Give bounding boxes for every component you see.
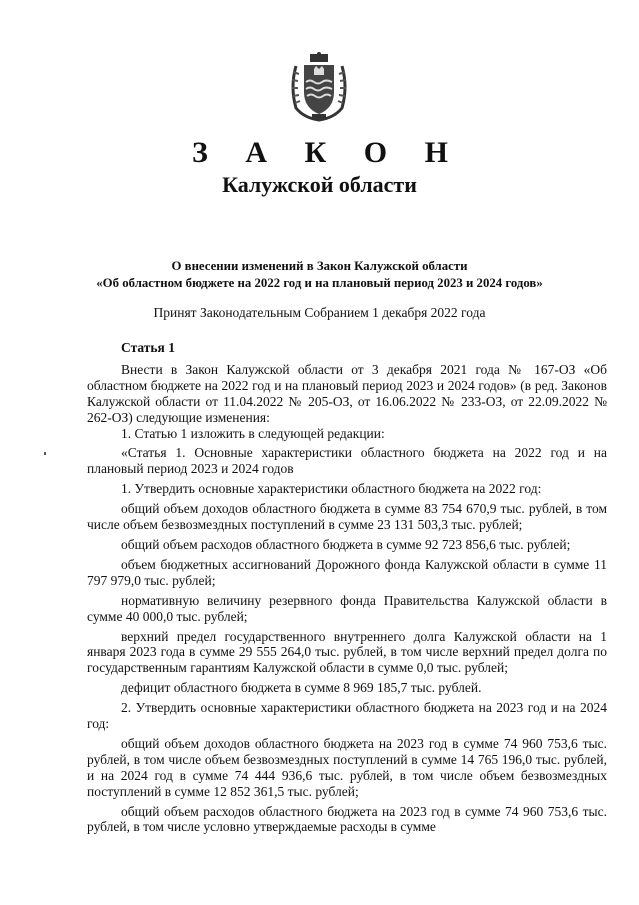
paragraph: нормативную величину резервного фонда Правительства Калужской области в сумме 40 000,0 тыс. рублей; (87, 592, 607, 624)
paragraph: объем бюджетных ассигнований Дорожного фонда Калужской области в сумме 11 797 979,0 тыс. рублей; (87, 556, 607, 588)
adoption-note: Принят Законодательным Собранием 1 декабря 2022 года (153, 305, 486, 320)
paragraph: общий объем расходов областного бюджета в сумме 92 723 856,6 тыс. рублей; (121, 536, 571, 552)
coat-of-arms-icon (290, 52, 348, 122)
paragraph: верхний предел государственного внутреннего долга Калужской области на 1 января 2023 года в сумме 29 555 264,0 тыс. рублей, в том числе верхний предел долга по государственным гарантиям Калужской области в сумме 0,0 тыс. рублей; (87, 628, 607, 676)
subject-line-1: О внесении изменений в Закон Калужской области (171, 259, 468, 273)
paragraph: 1. Статью 1 изложить в следующей редакции: (121, 425, 385, 441)
region-name: Калужской области (222, 172, 417, 197)
paragraph: общий объем доходов областного бюджета на 2023 год в сумме 74 960 753,6 тыс. рублей, в том числе объем безвозмездных поступлений в сумме 14 765 196,0 тыс. рублей, и на 2024 год в сумме 74 444 936,6 тыс. рублей, в том числе объем безвозмездных поступлений в сумме 12 852 361,5 тыс. рублей; (87, 735, 607, 799)
paragraph: дефицит областного бюджета в сумме 8 969 185,7 тыс. рублей. (121, 680, 482, 696)
law-title: З А К О Н (192, 136, 463, 169)
subject-line-2: «Об областном бюджете на 2022 год и на плановый период 2023 и 2024 годов» (96, 276, 543, 290)
article-body (87, 340, 607, 835)
paragraph: общий объем расходов областного бюджета на 2023 год в сумме 74 960 753,6 тыс. рублей, в том числе условно утверждаемые расходы в сумме (87, 803, 607, 835)
paragraph: 1. Утвердить основные характеристики областного бюджета на 2022 год: (121, 481, 542, 497)
article-heading: Статья 1 (121, 340, 175, 355)
paragraph: 2. Утвердить основные характеристики областного бюджета на 2023 год и на 2024 год: (87, 700, 607, 732)
law-subject (60, 258, 579, 292)
scan-speck (44, 452, 46, 455)
paragraph: общий объем доходов областного бюджета в сумме 83 754 670,9 тыс. рублей, в том числе объем безвозмездных поступлений в сумме 23 131 503,3 тыс. рублей; (87, 501, 607, 533)
paragraph: Внести в Закон Калужской области от 3 декабря 2021 года № 167-ОЗ «Об областном бюджете на 2022 год и на плановый период 2023 и 2024 годов» (в ред. Законов Калужской области от 11.04.2022 № 205-ОЗ, от 16.06.2022 № 233-ОЗ, от 22.09.2022 № 262-ОЗ) следующие изменения: (87, 361, 607, 425)
paragraph: «Статья 1. Основные характеристики областного бюджета на 2022 год и на плановый период 2023 и 2024 годов (87, 445, 607, 477)
